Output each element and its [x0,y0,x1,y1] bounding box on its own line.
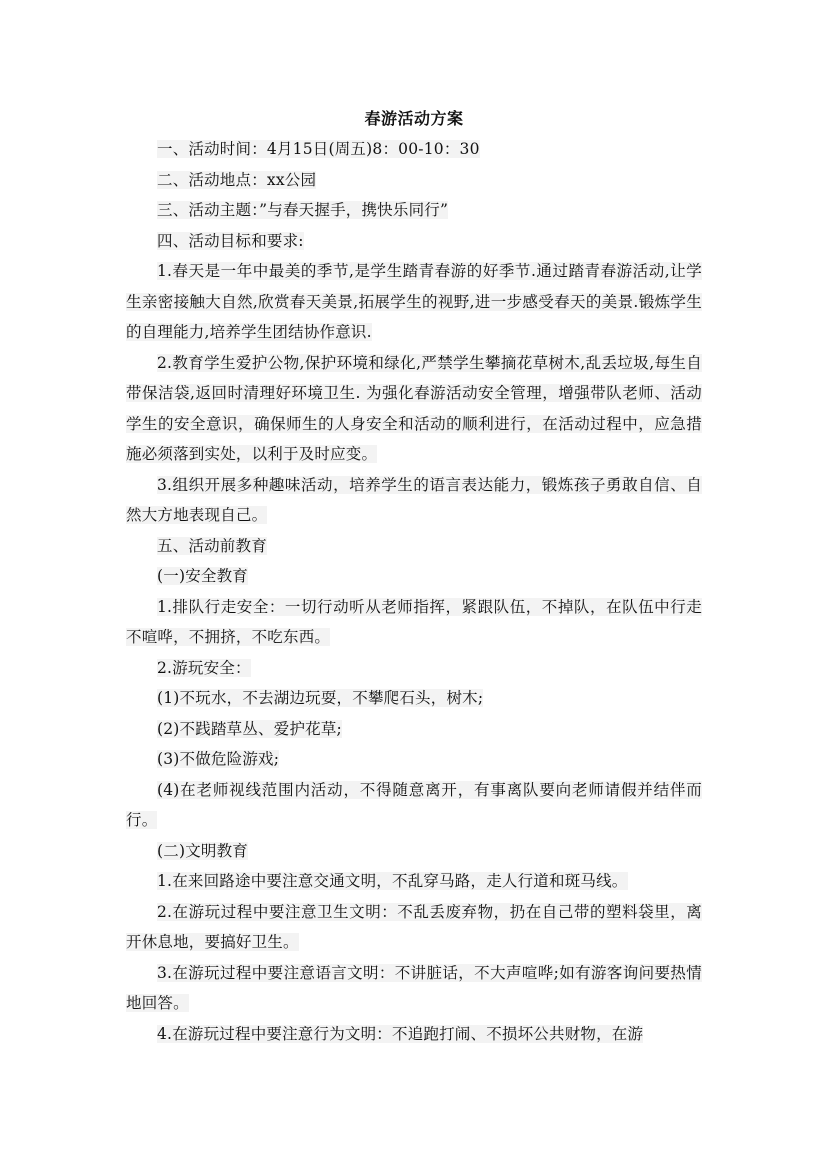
goal-item-2: 2.教育学生爱护公物,保护环境和绿化,严禁学生攀摘花草树木,乱丢垃圾,每生自带保洁袋,返回时清理好环境卫生. 为强化春游活动安全管理，增强带队老师、活动学生的安全意识，确保师生的人身安全和活动的顺利进行，在活动过程中，应急措施必须落到实处，以利于及时应变。 [126,353,702,463]
safety-subitem-4: (4)在老师视线范围内活动，不得随意离开，有事离队要向老师请假并结伴而行。 [126,780,702,829]
section-education-heading: 五、活动前教育 [157,536,267,555]
document-body [126,104,702,1049]
document-title: 春游活动方案 [126,104,702,134]
goal-item-1: 1.春天是一年中最美的季节,是学生踏青春游的好季节.通过踏青春游活动,让学生亲密接触大自然,欣赏春天美景,拓展学生的视野,进一步感受春天的美景.锻炼学生的自理能力,培养学生团结协作意识. [126,262,702,341]
civility-education-heading: (二)文明教育 [157,841,248,860]
civility-item-3: 3.在游玩过程中要注意语言文明：不讲脏话，不大声喧哗;如有游客询问要热情地回答。 [126,963,702,1012]
section-goals-heading: 四、活动目标和要求: [157,231,304,250]
safety-item-1: 1.排队行走安全：一切行动听从老师指挥，紧跟队伍，不掉队，在队伍中行走不喧哗，不拥挤，不吃东西。 [126,597,702,646]
activity-location: 二、活动地点：xx公园 [157,170,317,189]
safety-subitem-3: (3)不做危险游戏; [157,750,280,768]
safety-subitem-1: (1)不玩水，不去湖边玩耍，不攀爬石头，树木; [157,689,484,707]
civility-item-2: 2.在游玩过程中要注意卫生文明：不乱丢废弃物，扔在自己带的塑料袋里，离开休息地，要搞好卫生。 [126,902,702,951]
safety-education-heading: (一)安全教育 [157,567,248,585]
civility-item-4: 4.在游玩过程中要注意行为文明：不追跑打闹、不损坏公共财物，在游 [157,1024,644,1043]
safety-subitem-2: (2)不践踏草丛、爱护花草; [157,719,342,738]
activity-theme: 三、活动主题：”与春天握手，携快乐同行” [157,201,449,219]
civility-item-1: 1.在来回路途中要注意交通文明，不乱穿马路，走人行道和斑马线。 [157,872,628,890]
safety-item-2: 2.游玩安全： [157,658,251,677]
goal-item-3: 3.组织开展多种趣味活动，培养学生的语言表达能力，锻炼孩子勇敢自信、自然大方地表现自己。 [126,475,702,524]
activity-time: 一、活动时间：4月15日(周五)8：00-10：30 [157,140,480,158]
